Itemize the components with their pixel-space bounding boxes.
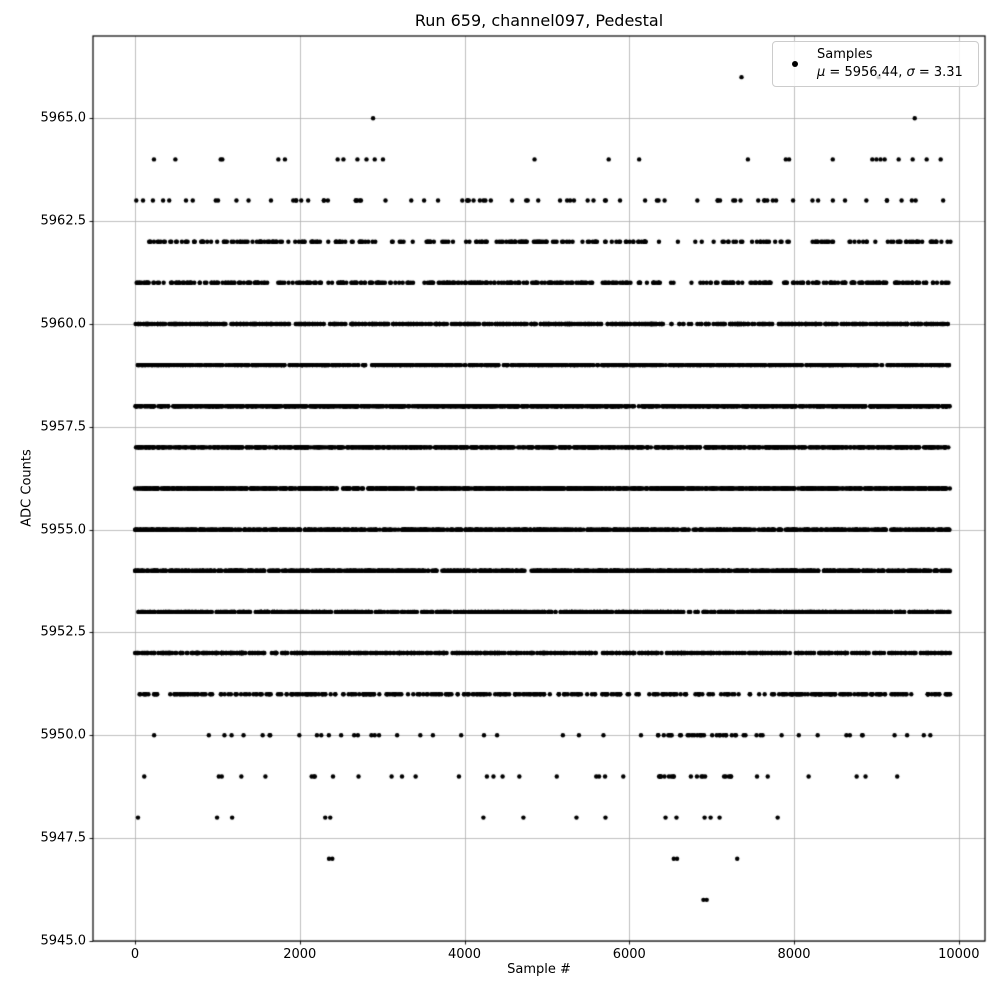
plot-title: Run 659, channel097, Pedestal xyxy=(414,11,664,30)
y-tick-label: 5945.0 xyxy=(40,933,86,949)
sigma-symbol: σ xyxy=(906,65,915,80)
legend-stats-label xyxy=(817,64,963,82)
y-tick-label: 5950.0 xyxy=(40,727,86,743)
mu-symbol: μ xyxy=(817,65,826,80)
x-tick-label: 8000 xyxy=(777,947,811,962)
x-tick-label: 6000 xyxy=(612,947,646,962)
sigma-value: = 3.31 xyxy=(914,65,963,80)
x-tick-label: 0 xyxy=(130,947,140,962)
y-tick-label: 5947.5 xyxy=(40,830,86,846)
legend-text-col xyxy=(817,46,963,82)
y-tick-label: 5957.5 xyxy=(40,419,86,435)
y-axis-label: ADC Counts xyxy=(19,449,35,527)
y-tick-label: 5952.5 xyxy=(40,624,86,640)
x-tick-label: 4000 xyxy=(447,947,482,962)
legend xyxy=(772,41,979,87)
legend-samples-label: Samples xyxy=(817,47,873,62)
x-tick-label: 2000 xyxy=(283,947,317,962)
mu-value: = 5956.44, xyxy=(825,65,907,80)
y-tick-label: 5955.0 xyxy=(40,522,86,538)
legend-sample-marker-icon xyxy=(792,61,798,67)
x-axis-label: Sample # xyxy=(507,962,571,977)
y-tick-label: 5965.0 xyxy=(40,110,86,126)
legend-marker-col xyxy=(773,61,817,67)
y-tick-label: 5962.5 xyxy=(40,213,86,229)
x-tick-label: 10000 xyxy=(938,947,980,962)
y-tick-label: 5960.0 xyxy=(40,316,86,332)
